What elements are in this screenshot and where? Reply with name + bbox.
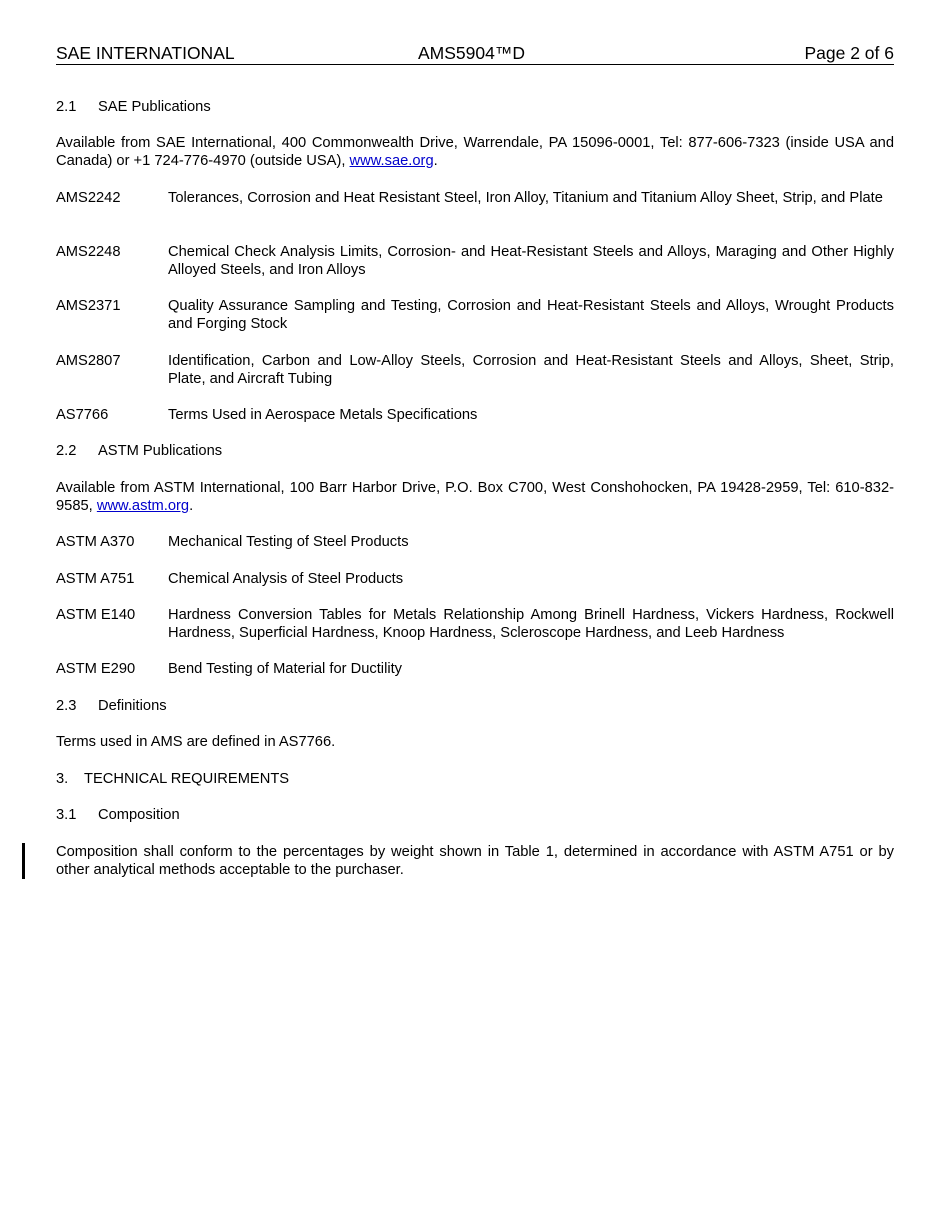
reference-code: AMS2807 xyxy=(56,353,121,369)
section-number: 3. xyxy=(56,771,69,787)
reference-code: AMS2371 xyxy=(56,298,121,314)
reference-code: AMS2248 xyxy=(56,244,121,260)
reference-code: ASTM A751 xyxy=(56,571,135,587)
section-number: 2.3 xyxy=(56,698,77,714)
astm-website-link[interactable]: www.astm.org xyxy=(96,498,190,514)
header-page-number: Page 2 of 6 xyxy=(804,43,894,63)
reference-code: ASTM A370 xyxy=(56,534,135,550)
reference-title: Identification, Carbon and Low-Alloy Steels, Corrosion and Heat-Resistant Steels and Alloys, Sheet, Strip, Plate, and Aircraft Tubing xyxy=(168,353,894,387)
reference-code: AMS2242 xyxy=(56,190,121,206)
sae-availability-paragraph xyxy=(56,134,894,170)
astm-availability-paragraph xyxy=(56,479,894,515)
period: . xyxy=(433,153,438,169)
composition-paragraph: Composition shall conform to the percentages by weight shown in Table 1, determined in accordance with ASTM A751 or by other analytical methods acceptable to the purchaser. xyxy=(56,844,894,878)
astm-availability-text: Available from ASTM International, 100 Barr Harbor Drive, P.O. Box C700, West Conshohocken, PA 19428-2959, Tel: 610-832-9585, xyxy=(56,480,894,514)
reference-title: Quality Assurance Sampling and Testing, Corrosion and Heat-Resistant Steels and Alloys, Wrought Products and Forging Stock xyxy=(168,298,894,332)
section-title: TECHNICAL REQUIREMENTS xyxy=(84,771,290,787)
reference-title: Chemical Analysis of Steel Products xyxy=(168,571,404,587)
section-number: 2.1 xyxy=(56,99,77,115)
page-header xyxy=(56,42,894,65)
section-2-2-heading xyxy=(56,442,222,460)
reference-title: Tolerances, Corrosion and Heat Resistant Steel, Iron Alloy, Titanium and Titanium Alloy Sheet, Strip, and Plate xyxy=(168,190,883,206)
section-title: ASTM Publications xyxy=(98,443,223,459)
sae-availability-text: Available from SAE International, 400 Commonwealth Drive, Warrendale, PA 15096-0001, Tel: 877-606-7323 (inside USA and Canada) or +1 724-776-4970 (outside USA), xyxy=(56,135,894,169)
sae-website-link[interactable]: www.sae.org xyxy=(349,153,434,169)
reference-code: ASTM E140 xyxy=(56,607,136,623)
revision-change-bar xyxy=(22,843,25,879)
reference-title: Terms Used in Aerospace Metals Specifications xyxy=(168,407,478,423)
reference-title: Hardness Conversion Tables for Metals Relationship Among Brinell Hardness, Vickers Hardness, Rockwell Hardness, Superficial Hardness, Knoop Hardness, Scleroscope Hardness, and Leeb Hardness xyxy=(168,607,894,641)
definitions-paragraph: Terms used in AMS are defined in AS7766. xyxy=(56,734,336,750)
reference-title: Mechanical Testing of Steel Products xyxy=(168,534,409,550)
section-title: Composition xyxy=(98,807,180,823)
reference-code: AS7766 xyxy=(56,407,109,423)
period: . xyxy=(189,498,194,514)
section-number: 2.2 xyxy=(56,443,77,459)
section-2-1-heading xyxy=(56,98,211,116)
section-title: Definitions xyxy=(98,698,167,714)
reference-title: Chemical Check Analysis Limits, Corrosion- and Heat-Resistant Steels and Alloys, Maraging and Other Highly Alloyed Steels, and Iron Alloys xyxy=(168,244,894,278)
section-number: 3.1 xyxy=(56,807,77,823)
header-doc-id: AMS5904™D xyxy=(418,43,525,63)
reference-code: ASTM E290 xyxy=(56,661,136,677)
reference-title: Bend Testing of Material for Ductility xyxy=(168,661,403,677)
section-title: SAE Publications xyxy=(98,99,211,115)
section-2-3-heading xyxy=(56,697,167,715)
section-3-1-heading xyxy=(56,806,180,824)
header-org: SAE INTERNATIONAL xyxy=(56,43,235,63)
section-3-heading xyxy=(56,770,289,788)
